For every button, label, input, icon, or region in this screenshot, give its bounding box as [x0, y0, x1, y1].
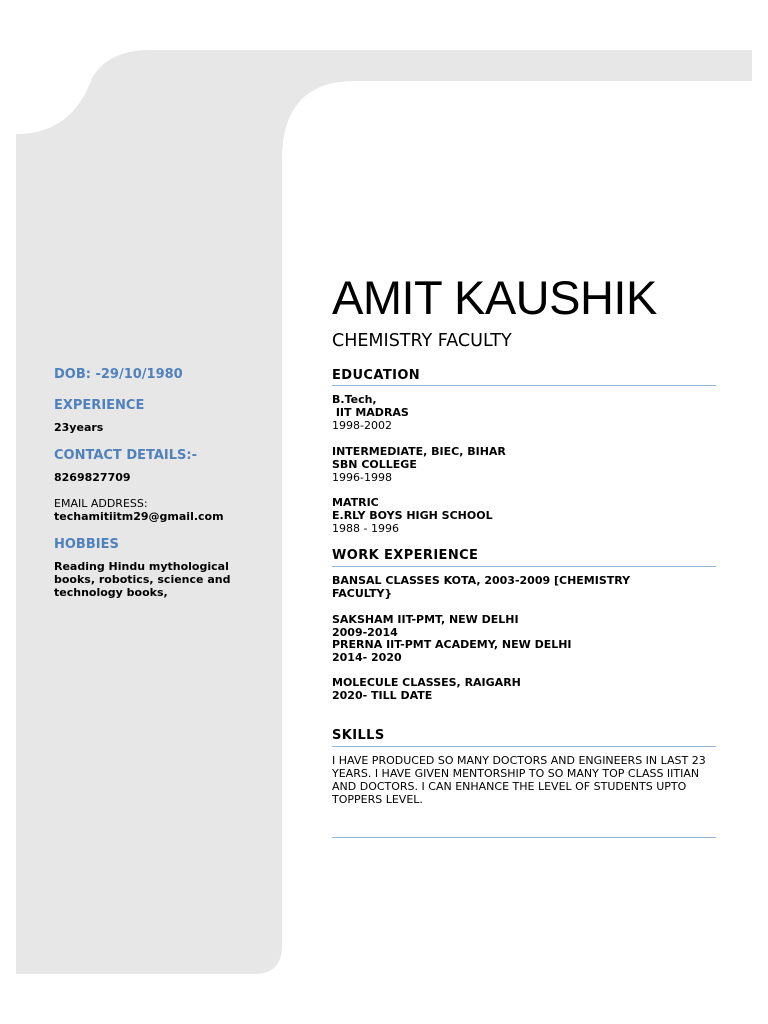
- work-line: MOLECULE CLASSES, RAIGARH: [332, 676, 521, 689]
- skills-text: I HAVE PRODUCED SO MANY DOCTORS AND ENGINEERS IN LAST 23 YEARS. I HAVE GIVEN MENTORSHIP TO SO MANY TOP CLASS IITIAN AND DOCTORS. I CAN ENHANCE THE LEVEL OF STUDENTS UPTO TOPPERS LEVEL.: [332, 754, 706, 806]
- education-institution: IIT MADRAS: [332, 406, 409, 419]
- phone-number: 8269827709: [54, 471, 131, 484]
- work-line: SAKSHAM IIT-PMT, NEW DELHI: [332, 613, 519, 626]
- section-divider: [332, 746, 716, 747]
- skills-heading: SKILLS: [332, 728, 385, 743]
- hobbies-line: technology books,: [54, 586, 168, 599]
- candidate-role: CHEMISTRY FACULTY: [332, 331, 512, 351]
- education-degree: B.Tech,: [332, 393, 377, 406]
- education-institution: E.RLY BOYS HIGH SCHOOL: [332, 509, 493, 522]
- education-degree: MATRIC: [332, 496, 379, 509]
- work-line: FACULTY}: [332, 587, 393, 600]
- education-institution: SBN COLLEGE: [332, 458, 417, 471]
- hobbies-heading: HOBBIES: [54, 537, 119, 552]
- education-years: 1996-1998: [332, 471, 392, 484]
- education-heading: EDUCATION: [332, 368, 421, 383]
- section-divider: [332, 566, 716, 567]
- hobbies-line: books, robotics, science and: [54, 573, 231, 586]
- email-label: EMAIL ADDRESS:: [54, 497, 148, 510]
- dob-heading: DOB: -29/10/1980: [54, 367, 183, 382]
- experience-value: 23years: [54, 421, 104, 434]
- hobbies-line: Reading Hindu mythological: [54, 560, 229, 573]
- education-years: 1998-2002: [332, 419, 392, 432]
- education-years: 1988 - 1996: [332, 522, 399, 535]
- candidate-name: AMIT KAUSHIK: [332, 271, 657, 324]
- section-divider: [332, 837, 716, 838]
- work-experience-heading: WORK EXPERIENCE: [332, 548, 479, 563]
- section-divider: [332, 385, 716, 386]
- work-line: 2020- TILL DATE: [332, 689, 433, 702]
- education-degree: INTERMEDIATE, BIEC, BIHAR: [332, 445, 506, 458]
- email-address: techamitiitm29@gmail.com: [54, 510, 224, 523]
- work-line: PRERNA IIT-PMT ACADEMY, NEW DELHI: [332, 638, 572, 651]
- work-line: BANSAL CLASSES KOTA, 2003-2009 [CHEMISTRY: [332, 574, 631, 587]
- experience-heading: EXPERIENCE: [54, 398, 145, 413]
- work-line: 2014- 2020: [332, 651, 402, 664]
- work-line: 2009-2014: [332, 626, 398, 639]
- contact-heading: CONTACT DETAILS:-: [54, 448, 197, 463]
